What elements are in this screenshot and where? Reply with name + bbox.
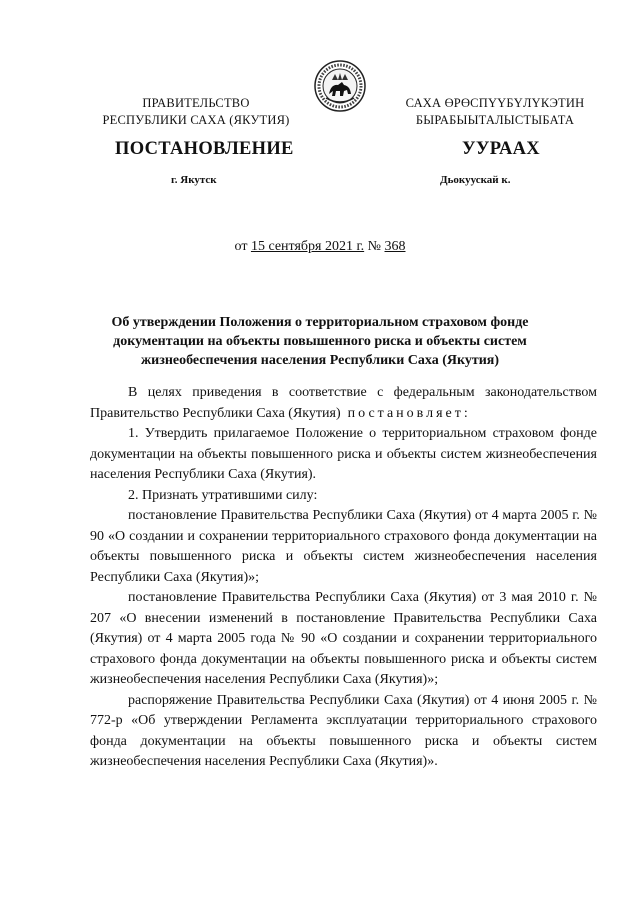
header-left-org [96, 95, 296, 129]
paragraph-preamble [90, 383, 597, 424]
city-russian: г. Якутск [171, 174, 217, 186]
dateline-prefix: от [234, 239, 248, 254]
number-sign: № [367, 239, 381, 254]
preamble-text: В целях приведения в соответствие с федеральным законодательством Правительство Республики Саха (Якутия) [90, 385, 597, 421]
header-right-org [395, 95, 595, 129]
document-body [90, 383, 597, 773]
decree-word: постановляет: [347, 405, 471, 421]
paragraph-repeal-1: постановление Правительства Республики Саха (Якутия) от 4 марта 2005 г. № 90 «О создании и сохранении территориального страхового фонда документации на объекты повышенного риска и объекты систем жизнеобеспечения населения Республики Саха (Якутия)»; [90, 508, 597, 585]
decree-title-yakut: УУРААХ [462, 139, 540, 159]
header-right-line1: САХА ӨРӨСПҮҮБҮЛҮКЭТИН [405, 96, 585, 110]
decree-dateline [0, 239, 640, 255]
decree-title-russian: ПОСТАНОВЛЕНИЕ [115, 139, 294, 159]
paragraph-item-1: 1. Утвердить прилагаемое Положение о территориальном страховом фонде документации на объекты повышенного риска и объекты систем жизнеобеспечения населения Республики Саха (Якутия). [90, 426, 597, 482]
city-yakut: Дьокуускай к. [440, 174, 511, 186]
header-right-line2: БЫРАБЫЫТАЛЫСТЫБАТА [415, 113, 575, 127]
decree-number: 368 [384, 239, 406, 254]
header-left-line1: ПРАВИТЕЛЬСТВО [142, 96, 250, 110]
paragraph-repeal-2: постановление Правительства Республики Саха (Якутия) от 3 мая 2010 г. № 207 «О внесении изменений в постановление Правительства Республики Саха (Якутия) от 4 марта 2005 года № 90 «О создании и сохранении территориального страхового фонда документации на объекты повышенного риска и объекты систем жизнеобеспечения населения Республики Саха (Якутия)»; [90, 590, 597, 687]
decree-date: 15 сентября 2021 г. [250, 239, 365, 254]
header-left-line2: РЕСПУБЛИКИ САХА (ЯКУТИЯ) [102, 113, 290, 127]
paragraph-repeal-3: распоряжение Правительства Республики Саха (Якутия) от 4 июня 2005 г. № 772-р «Об утверждении Регламента эксплуатации территориального страхового фонда документации на объекты повышенного риска и объекты систем жизнеобеспечения населения Республики Саха (Якутия)». [90, 692, 597, 769]
paragraph-item-2: 2. Признать утратившими силу: [128, 487, 318, 503]
coat-of-arms-emblem-icon [314, 60, 366, 112]
document-title: Об утверждении Положения о территориальном страховом фонде документации на объекты повышенного риска и объекты систем жизнеобеспечения населения Республики Саха (Якутия) [111, 315, 529, 368]
